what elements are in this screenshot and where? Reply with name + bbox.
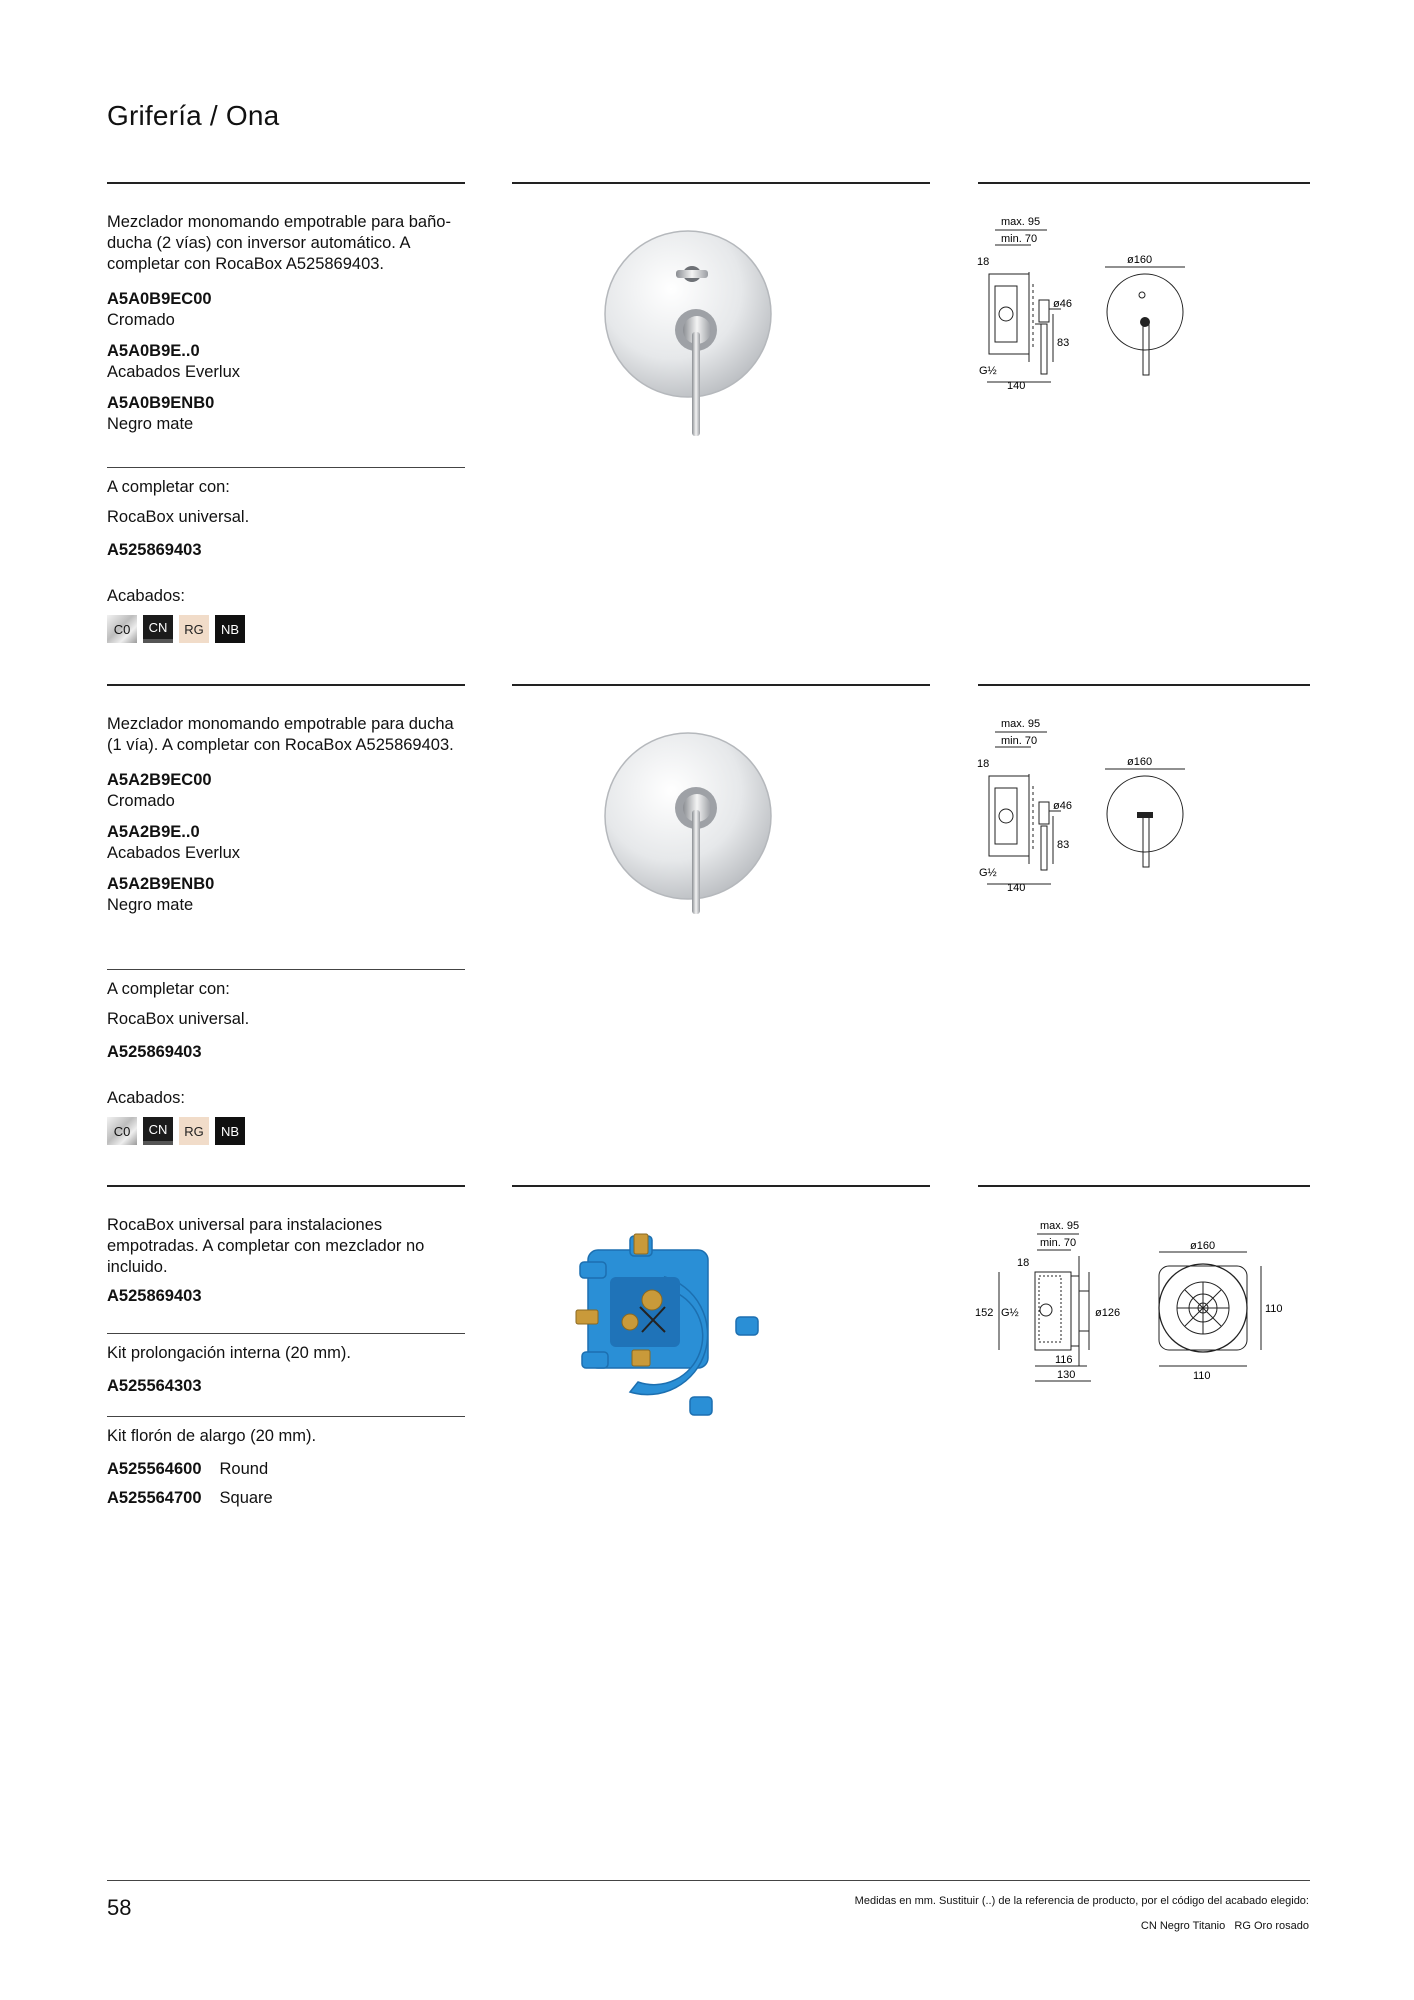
product-code: A5A0B9EC00 <box>107 290 212 308</box>
dim-110-vertical: 110 <box>1265 1303 1283 1315</box>
complete-label: A completar con: <box>107 478 230 496</box>
dim-min: min. 70 <box>1001 233 1038 245</box>
dim-46: ø46 <box>1053 800 1072 812</box>
finishes-label: Acabados: <box>107 1089 185 1107</box>
product-description: Mezclador monomando empotrable para baño-ducha (2 vías) con inversor automático. A completar con RocaBox A525869403. <box>107 213 451 273</box>
complete-label: A completar con: <box>107 980 230 998</box>
finish-swatches <box>107 1117 467 1145</box>
divider <box>512 1185 930 1187</box>
finish-name: Cromado <box>107 792 175 810</box>
page-number: 58 <box>107 1895 132 1920</box>
kit-code: A525564700 <box>107 1489 202 1507</box>
complete-item: RocaBox universal. <box>107 1010 250 1028</box>
footer-note: Medidas en mm. Sustituir (..) de la referencia de producto, por el código del acabado elegido: <box>854 1895 1309 1907</box>
product-3-info <box>107 1215 467 1307</box>
kit-label: Kit prolongación interna (20 mm). <box>107 1344 351 1362</box>
dim-thread: G½ <box>979 867 997 879</box>
finish-swatch: NB <box>215 615 245 643</box>
finish-name: Negro mate <box>107 415 194 433</box>
dim-min: min. 70 <box>1040 1237 1077 1249</box>
finish-name: Acabados Everlux <box>107 363 240 381</box>
product-2-photo <box>600 724 780 944</box>
divider <box>512 182 930 184</box>
product-2-complete <box>107 979 467 1145</box>
kit-code: A525564600 <box>107 1460 202 1478</box>
kit-code: A525564303 <box>107 1377 202 1395</box>
product-code: A525869403 <box>107 1287 202 1305</box>
dim-max: max. 95 <box>1040 1220 1080 1232</box>
finish-swatch: CN <box>143 615 173 643</box>
dim-max: max. 95 <box>1001 718 1041 730</box>
footer-legend: CN Negro Titanio RG Oro rosado <box>1140 1920 1309 1932</box>
dim-thread: G½ <box>979 365 997 377</box>
divider <box>107 969 465 970</box>
footer-divider <box>107 1880 1310 1881</box>
page-title: Grifería / Ona <box>107 100 280 131</box>
kit-variant: Square <box>219 1489 273 1507</box>
dim-max: max. 95 <box>1001 216 1041 228</box>
divider <box>978 1185 1310 1187</box>
product-3-drawing <box>975 1216 1295 1396</box>
complete-code: A525869403 <box>107 541 202 559</box>
finish-name: Negro mate <box>107 896 194 914</box>
dim-18: 18 <box>977 256 990 268</box>
finish-swatch: NB <box>215 1117 245 1145</box>
kit-variant: Round <box>219 1460 269 1478</box>
dim-140: 140 <box>1007 882 1026 894</box>
product-code: A5A2B9EC00 <box>107 771 212 789</box>
finish-swatch: RG <box>179 615 209 643</box>
kit-1 <box>107 1343 467 1397</box>
kit-label: Kit florón de alargo (20 mm). <box>107 1427 317 1445</box>
dim-152: 152 <box>975 1307 994 1319</box>
complete-code: A525869403 <box>107 1043 202 1061</box>
finish-swatch: C0 <box>107 615 137 643</box>
divider <box>107 1185 465 1187</box>
dim-thread: G½ <box>1001 1307 1019 1319</box>
divider <box>512 684 930 686</box>
finish-swatch: CN <box>143 1117 173 1145</box>
finishes-label: Acabados: <box>107 587 185 605</box>
product-code: A5A0B9E..0 <box>107 342 200 360</box>
product-1-complete <box>107 477 467 643</box>
divider <box>107 467 465 468</box>
dim-160: ø160 <box>1127 254 1153 266</box>
dim-18: 18 <box>977 758 990 770</box>
product-description: RocaBox universal para instalaciones empotradas. A completar con mezclador no incluido. <box>107 1216 425 1276</box>
divider <box>107 684 465 686</box>
finish-swatch: C0 <box>107 1117 137 1145</box>
dim-160: ø160 <box>1127 756 1153 768</box>
product-code: A5A2B9E..0 <box>107 823 200 841</box>
product-2-info <box>107 714 467 926</box>
dim-83: 83 <box>1057 839 1070 851</box>
dim-126: ø126 <box>1095 1307 1121 1319</box>
finish-name: Cromado <box>107 311 175 329</box>
divider <box>107 182 465 184</box>
divider <box>107 1416 465 1417</box>
complete-item: RocaBox universal. <box>107 508 250 526</box>
dim-116: 116 <box>1055 1354 1073 1366</box>
divider <box>978 182 1310 184</box>
product-description: Mezclador monomando empotrable para ducha (1 vía). A completar con RocaBox A525869403. <box>107 715 454 754</box>
kit-item <box>107 1459 467 1480</box>
product-2-drawing <box>975 714 1195 904</box>
product-1-info <box>107 212 467 445</box>
product-1-photo <box>600 222 780 442</box>
product-3-photo <box>570 1222 780 1422</box>
dim-18: 18 <box>1017 1257 1030 1269</box>
kit-2 <box>107 1426 467 1517</box>
finish-swatch: RG <box>179 1117 209 1145</box>
dim-min: min. 70 <box>1001 735 1038 747</box>
product-1-drawing <box>975 212 1195 402</box>
dim-130: 130 <box>1057 1369 1076 1381</box>
dim-160: ø160 <box>1190 1240 1216 1252</box>
divider <box>107 1333 465 1334</box>
dim-83: 83 <box>1057 337 1070 349</box>
dim-110-horizontal: 110 <box>1193 1370 1211 1382</box>
divider <box>978 684 1310 686</box>
kit-item <box>107 1488 467 1509</box>
dim-140: 140 <box>1007 380 1026 392</box>
finish-swatches <box>107 615 467 643</box>
dim-46: ø46 <box>1053 298 1072 310</box>
product-code: A5A2B9ENB0 <box>107 875 215 893</box>
finish-name: Acabados Everlux <box>107 844 240 862</box>
product-code: A5A0B9ENB0 <box>107 394 215 412</box>
